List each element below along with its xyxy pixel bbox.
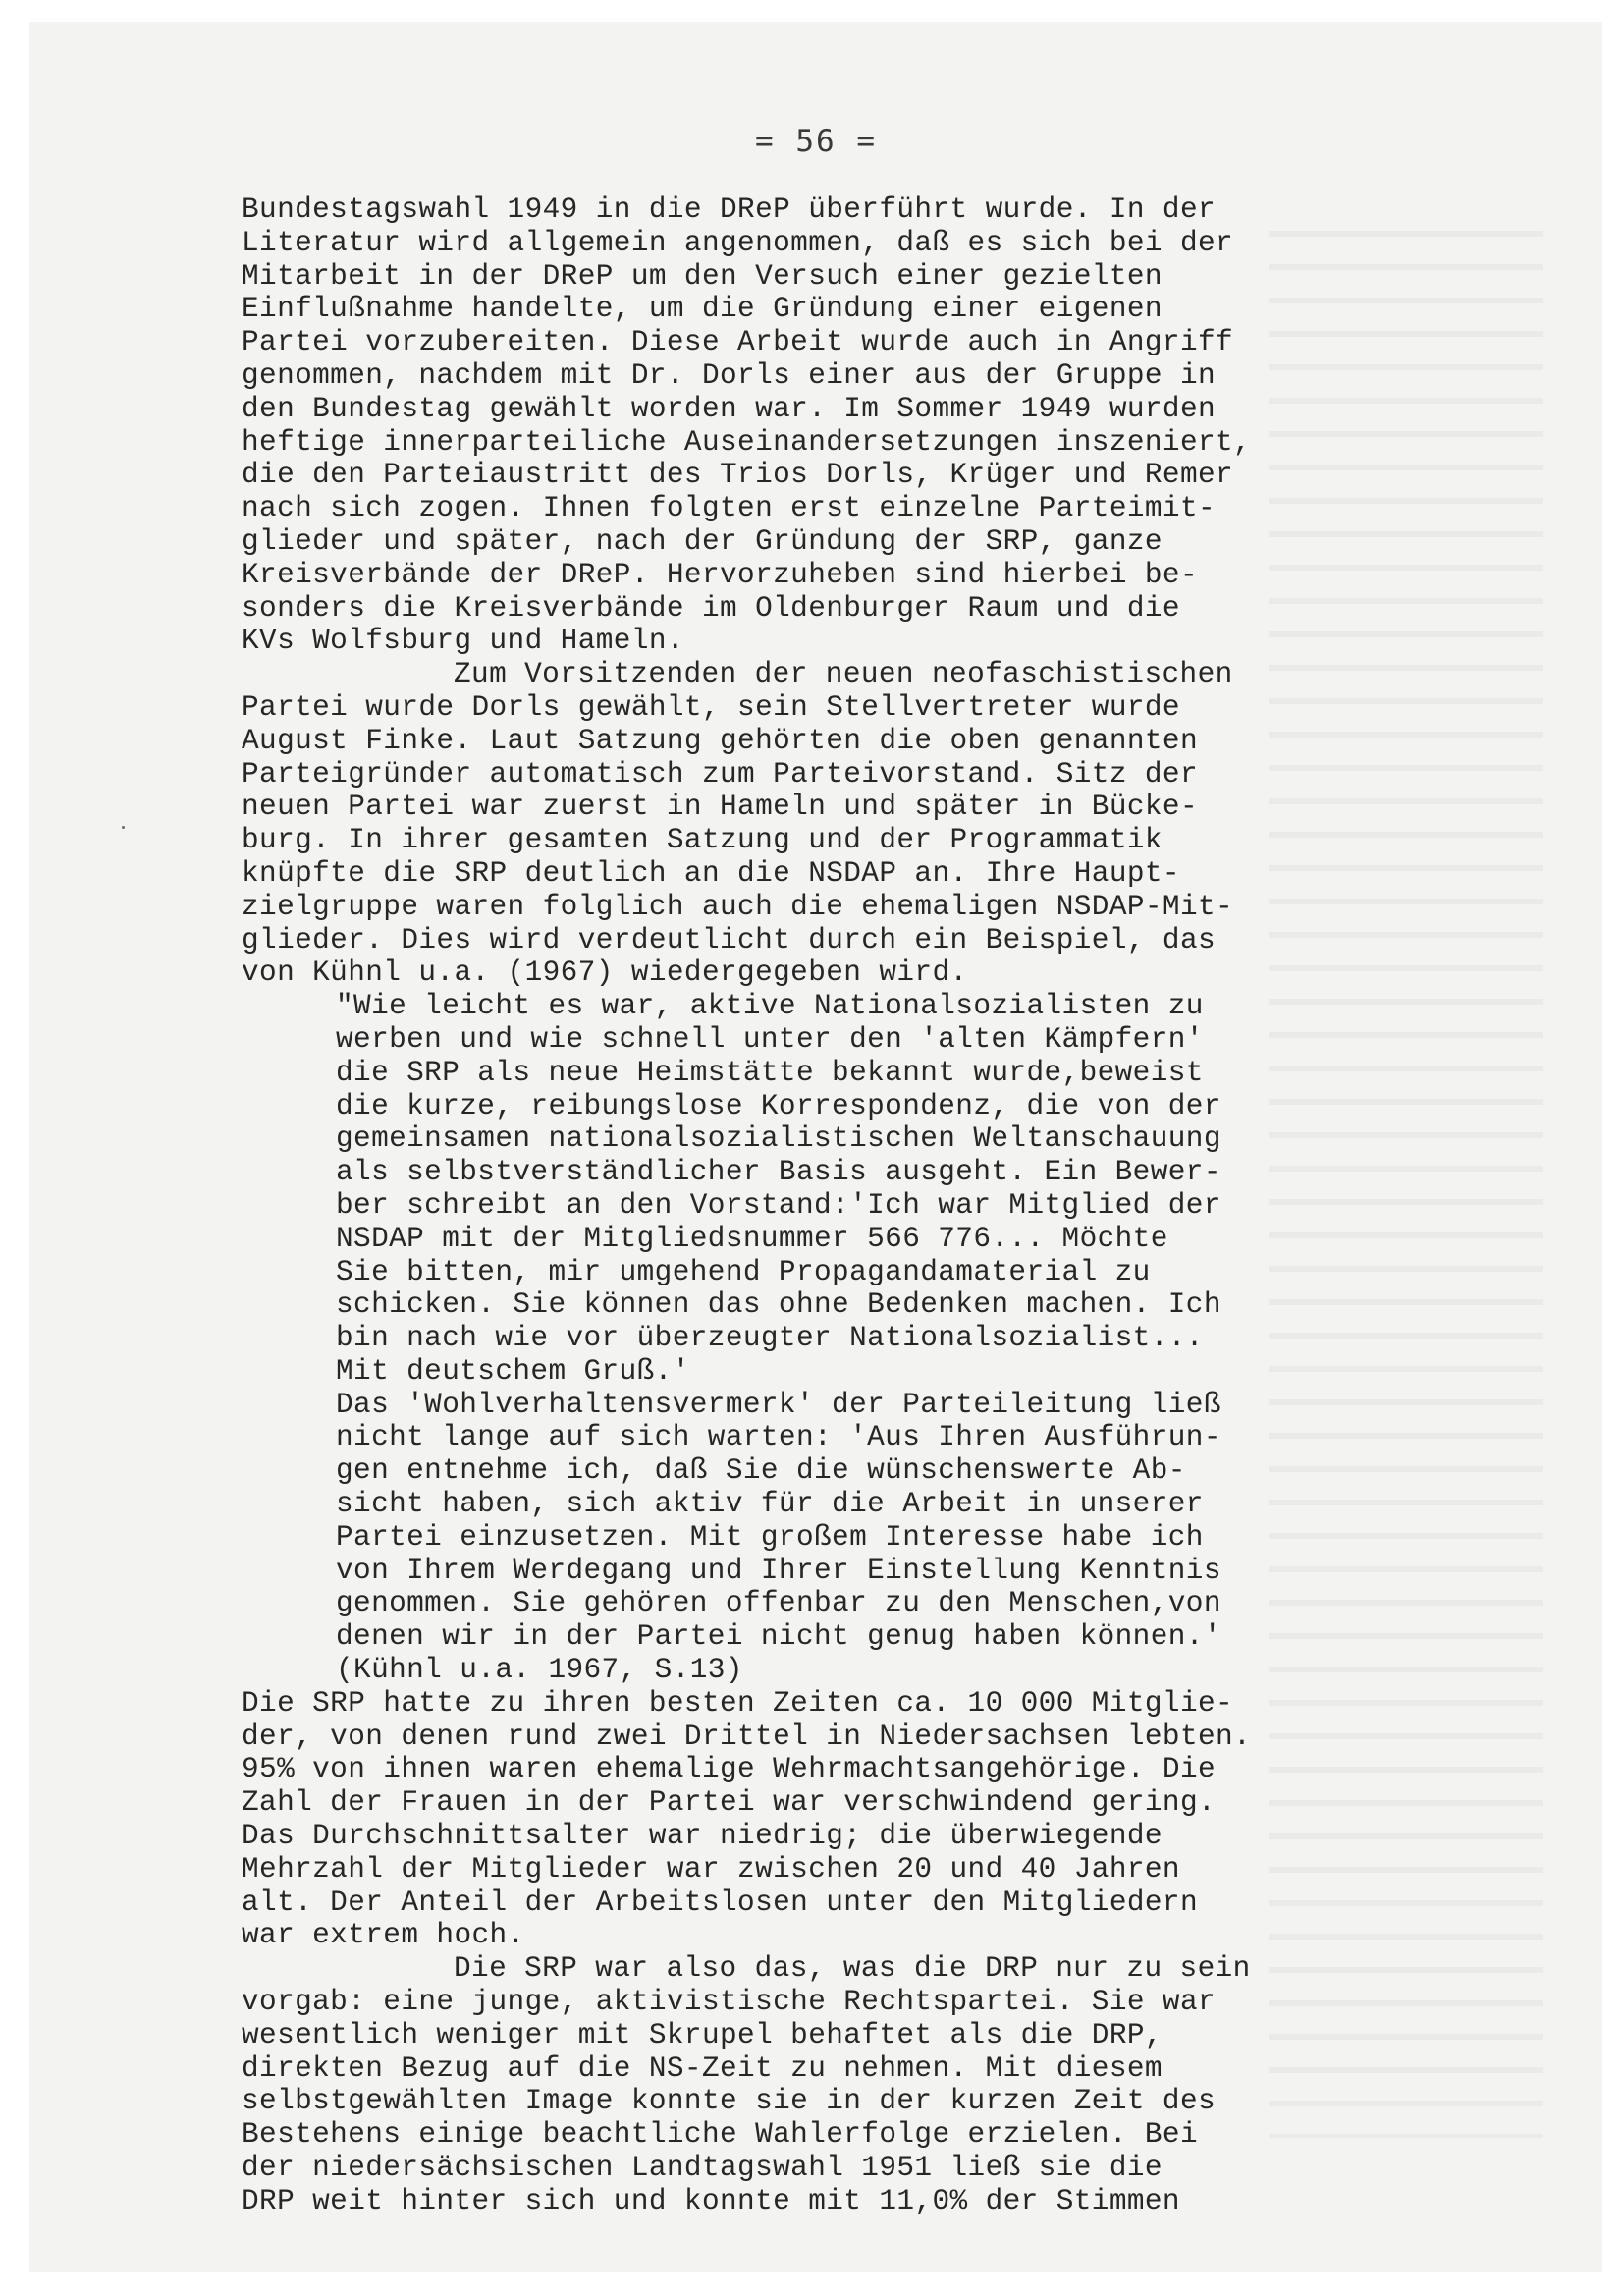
quote-line: Partei einzusetzen. Mit großem Interesse habe ich <box>336 1520 1204 1554</box>
text-line: wesentlich weniger mit Skrupel behaftet als die DRP, <box>242 2018 1163 2051</box>
quote-line: schicken. Sie können das ohne Bedenken machen. Ich <box>336 1288 1221 1322</box>
text-line: Parteigründer automatisch zum Parteivorstand. Sitz der <box>242 757 1199 791</box>
scan-speck <box>122 826 125 829</box>
text-line: Mitarbeit in der DReP um den Versuch einer gezielten <box>242 259 1163 293</box>
text-line: Das Durchschnittsalter war niedrig; die überwiegende <box>242 1820 1163 1853</box>
paragraph-start-line: Zum Vorsitzenden der neuen neofaschistischen <box>454 658 1233 691</box>
page-number: = 56 = <box>755 124 877 159</box>
text-line: der niedersächsischen Landtagswahl 1951 ließ sie die <box>242 2152 1163 2185</box>
text-line: zielgruppe waren folglich auch die ehemaligen NSDAP-Mit- <box>242 890 1234 923</box>
text-line: Bestehens einige beachtliche Wahlerfolge erzielen. Bei <box>242 2118 1199 2152</box>
citation-line: (Kühnl u.a. 1967, S.13) <box>336 1654 743 1687</box>
text-line: Bundestagswahl 1949 in die DReP überführt wurde. In der <box>242 193 1217 226</box>
text-line: August Finke. Laut Satzung gehörten die oben genannten <box>242 724 1199 757</box>
text-line: alt. Der Anteil der Arbeitslosen unter den Mitgliedern <box>242 1886 1199 1919</box>
quote-line: genommen. Sie gehören offenbar zu den Menschen,von <box>336 1587 1221 1620</box>
text-line: sonders die Kreisverbände im Oldenburger Raum und die <box>242 591 1180 625</box>
quote-line: Sie bitten, mir umgehend Propagandamaterial zu <box>336 1255 1151 1288</box>
text-line: Partei vorzubereiten. Diese Arbeit wurde auch in Angriff <box>242 326 1234 359</box>
quote-line: Das 'Wohlverhaltensvermerk' der Parteileitung ließ <box>336 1388 1221 1421</box>
paragraph-start-line: Die SRP war also das, was die DRP nur zu sein <box>454 1952 1251 1986</box>
text-line: heftige innerparteiliche Auseinandersetzungen inszeniert, <box>242 425 1252 459</box>
text-line: KVs Wolfsburg und Hameln. <box>242 625 684 658</box>
text-line: DRP weit hinter sich und konnte mit 11,0% der Stimmen <box>242 2184 1180 2217</box>
text-line: selbstgewählten Image konnte sie in der kurzen Zeit des <box>242 2085 1217 2118</box>
quote-line: werben und wie schnell unter den 'alten Kämpfern' <box>336 1022 1204 1056</box>
quote-line: sicht haben, sich aktiv für die Arbeit in unserer <box>336 1488 1204 1521</box>
quote-line: denen wir in der Partei nicht genug haben können.' <box>336 1620 1221 1654</box>
text-line: burg. In ihrer gesamten Satzung und der Programmatik <box>242 824 1163 857</box>
text-line: die den Parteiaustritt des Trios Dorls, Krüger und Remer <box>242 459 1234 492</box>
text-line: von Kühnl u.a. (1967) wiedergegeben wird. <box>242 957 968 990</box>
quote-line: die kurze, reibungslose Korrespondenz, die von der <box>336 1089 1221 1122</box>
quote-line: NSDAP mit der Mitgliedsnummer 566 776... Möchte <box>336 1222 1168 1255</box>
text-line: 95% von ihnen waren ehemalige Wehrmachtsangehörige. Die <box>242 1753 1217 1786</box>
quote-line: Mit deutschem Gruß.' <box>336 1354 690 1388</box>
quote-line: gemeinsamen nationalsozialistischen Weltanschauung <box>336 1122 1221 1156</box>
text-line: glieder. Dies wird verdeutlicht durch ein Beispiel, das <box>242 923 1217 957</box>
text-line: der, von denen rund zwei Drittel in Niedersachsen lebten. <box>242 1720 1252 1753</box>
text-line: Mehrzahl der Mitglieder war zwischen 20 und 40 Jahren <box>242 1852 1180 1886</box>
text-line: Einflußnahme handelte, um die Gründung einer eigenen <box>242 293 1163 326</box>
text-line: Die SRP hatte zu ihren besten Zeiten ca. 10 000 Mitglie- <box>242 1686 1234 1720</box>
text-line: nach sich zogen. Ihnen folgten erst einzelne Parteimit- <box>242 492 1217 525</box>
text-line: den Bundestag gewählt worden war. Im Sommer 1949 wurden <box>242 392 1217 425</box>
body-text <box>242 193 1400 2218</box>
quote-line: als selbstverständlicher Basis ausgeht. Ein Bewer- <box>336 1156 1221 1189</box>
text-line: Zahl der Frauen in der Partei war verschwindend gering. <box>242 1786 1217 1820</box>
quote-line: "Wie leicht es war, aktive Nationalsozialisten zu <box>336 990 1204 1023</box>
quote-line: gen entnehme ich, daß Sie die wünschenswerte Ab- <box>336 1454 1186 1488</box>
quote-line: die SRP als neue Heimstätte bekannt wurde,beweist <box>336 1056 1204 1089</box>
quote-line: nicht lange auf sich warten: 'Aus Ihren Ausführun- <box>336 1421 1221 1454</box>
quote-line: ber schreibt an den Vorstand:'Ich war Mitglied der <box>336 1188 1221 1222</box>
text-line: neuen Partei war zuerst in Hameln und später in Bücke- <box>242 791 1199 824</box>
text-line: vorgab: eine junge, aktivistische Rechtspartei. Sie war <box>242 1986 1217 2019</box>
document-page <box>29 22 1602 2272</box>
text-line: glieder und später, nach der Gründung der SRP, ganze <box>242 524 1163 558</box>
text-line: Literatur wird allgemein angenommen, daß es sich bei der <box>242 226 1234 259</box>
text-line: Kreisverbände der DReP. Hervorzuheben sind hierbei be- <box>242 558 1199 591</box>
quote-line: bin nach wie vor überzeugter Nationalsozialist... <box>336 1322 1204 1355</box>
text-line: direkten Bezug auf die NS-Zeit zu nehmen. Mit diesem <box>242 2051 1163 2085</box>
quote-line: von Ihrem Werdegang und Ihrer Einstellung Kenntnis <box>336 1554 1221 1587</box>
text-line: knüpfte die SRP deutlich an die NSDAP an. Ihre Haupt- <box>242 856 1180 890</box>
text-line: genommen, nachdem mit Dr. Dorls einer aus der Gruppe in <box>242 358 1217 392</box>
text-line: Partei wurde Dorls gewählt, sein Stellvertreter wurde <box>242 690 1180 724</box>
text-line: war extrem hoch. <box>242 1919 525 1952</box>
